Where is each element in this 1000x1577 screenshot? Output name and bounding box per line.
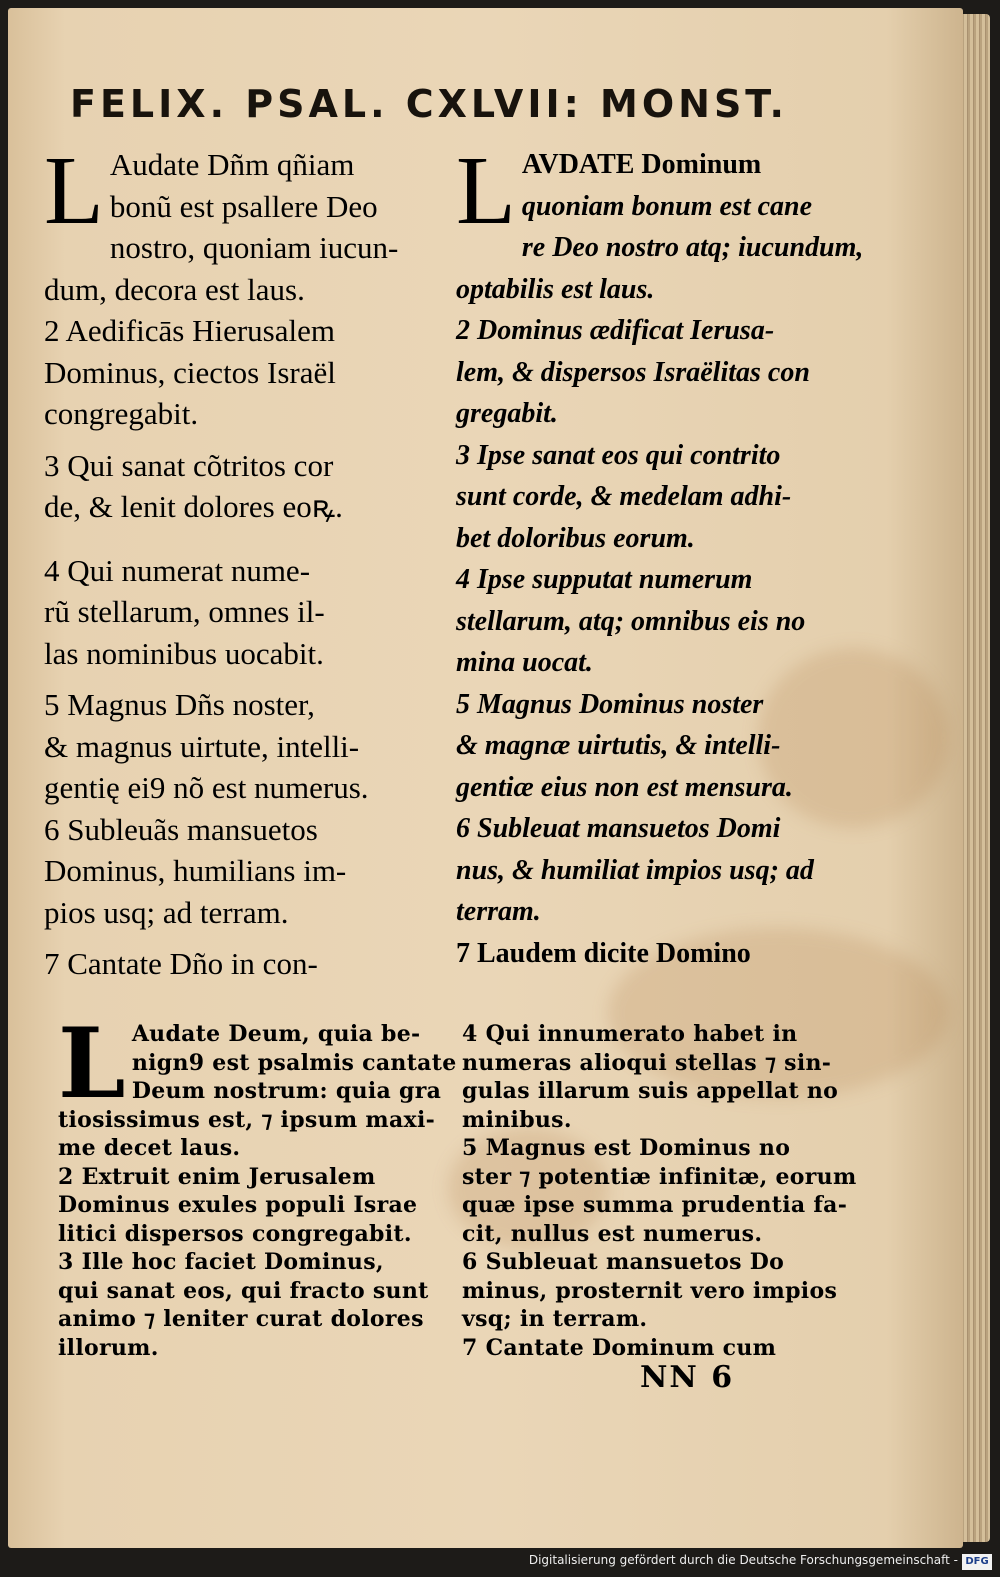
- text-line: 6 Subleuat mansuetos Do: [462, 1249, 785, 1275]
- left-column-roman-text: [44, 137, 439, 985]
- footer-credit: Digitalisierung gefördert durch die Deutsche Forschungsgemeinschaft -: [528, 1553, 958, 1567]
- text-line: nostro, quoniam iucun-: [109, 230, 399, 265]
- text-line: 2 Extruit enim Jerusalem: [58, 1163, 376, 1190]
- text-line: 7 Cantate Dominum cum: [462, 1334, 777, 1361]
- text-line: de, & lenit dolores eoꝶ.: [44, 489, 343, 524]
- text-line: vsq; in terram.: [462, 1306, 648, 1332]
- text-line: & magnus uirtute, intelli-: [44, 728, 360, 764]
- text-line: AVDATE Dominum: [521, 149, 762, 180]
- text-line: dum, decora est laus.: [44, 271, 305, 307]
- text-line: qui sanat eos, qui fracto sunt: [58, 1277, 429, 1304]
- signature-mark: NN 6: [640, 1360, 735, 1395]
- text-line: sunt corde, & medelam adhi-: [456, 481, 792, 512]
- text-line: Audate Dñm qñiam: [109, 147, 355, 182]
- text-line: Deum nostrum: quia gra: [131, 1078, 442, 1104]
- running-head: FELIX. PSAL. CXLVII: MONST.: [70, 82, 788, 126]
- text-line: gentiæ eius non est mensura.: [456, 771, 793, 803]
- text-line: 5 Magnus Dñs noster,: [44, 687, 315, 722]
- text-line: lem, & dispersos Israëlitas con: [456, 356, 810, 388]
- right-column-italic-text: [456, 137, 864, 974]
- text-line: minus, prosternit vero impios: [462, 1277, 838, 1304]
- text-line: bonũ est psallere Deo: [109, 188, 378, 224]
- text-line: & magnæ uirtutis, & intelli-: [456, 730, 781, 761]
- text-line: 5 Magnus Dominus noster: [456, 688, 764, 720]
- text-line: nign9 est psalmis cantate: [131, 1049, 457, 1076]
- text-line: 3 Qui sanat cõtritos cor: [44, 447, 334, 483]
- text-line: congregabit.: [44, 396, 199, 431]
- text-line: gentię ei9 nõ est numerus.: [44, 770, 369, 805]
- lower-left-blackletter-text: [58, 1007, 457, 1362]
- text-line: cit, nullus est numerus.: [462, 1220, 763, 1247]
- text-line: rũ stellarum, omnes il-: [44, 594, 325, 629]
- text-line: gregabit.: [456, 398, 558, 429]
- text-line: las nominibus uocabit.: [44, 635, 324, 671]
- text-line: quæ ipse summa prudentia fa-: [462, 1192, 848, 1218]
- text-line: minibus.: [462, 1106, 572, 1133]
- text-line: 3 Ipse sanat eos qui contrito: [456, 439, 781, 471]
- text-line: 7 Cantate Dño in con-: [44, 946, 318, 981]
- text-line: 4 Qui innumerato habet in: [462, 1021, 798, 1047]
- dfg-logo: DFG: [962, 1554, 992, 1570]
- text-line: 7 Laudem dicite Domino: [456, 937, 751, 969]
- text-line: Dominus, humilians im-: [44, 853, 347, 888]
- text-line: animo ⁊ leniter curat dolores: [58, 1306, 424, 1332]
- text-line: 5 Magnus est Dominus no: [462, 1135, 791, 1161]
- text-line: terram.: [456, 896, 541, 927]
- text-line: numeras alioqui stellas ⁊ sin-: [462, 1049, 832, 1076]
- text-line: mina uocat.: [456, 647, 593, 678]
- text-line: litici dispersos congregabit.: [58, 1220, 412, 1247]
- text-line: 6 Subleuat mansuetos Domi: [456, 813, 781, 844]
- text-line: Dominus, ciectos Israël: [44, 354, 336, 390]
- text-line: Audate Deum, quia be-: [131, 1021, 421, 1047]
- text-line: stellarum, atq; omnibus eis no: [456, 605, 806, 637]
- text-line: 6 Subleuãs mansuetos: [44, 811, 318, 847]
- dropcap-right: L: [456, 137, 516, 245]
- text-line: optabilis est laus.: [456, 273, 655, 305]
- text-line: 3 Ille hoc faciet Dominus,: [58, 1249, 384, 1275]
- text-line: tiosissimus est, ⁊ ipsum maxi-: [58, 1106, 436, 1133]
- dropcap-left: L: [44, 137, 104, 245]
- text-line: gulas illarum suis appellat no: [462, 1078, 839, 1104]
- text-line: pios usq; ad terram.: [44, 894, 289, 930]
- text-line: quoniam bonum est cane: [521, 190, 813, 222]
- lower-right-blackletter-text: [462, 1020, 857, 1362]
- text-line: 2 Dominus ædificat Ierusa-: [456, 315, 775, 346]
- page-fore-edge: [962, 14, 990, 1542]
- text-line: 4 Ipse supputat numerum: [456, 564, 753, 595]
- text-line: ster ⁊ potentiæ infinitæ, eorum: [462, 1163, 857, 1190]
- text-line: 2 Aedificās Hierusalem: [44, 313, 335, 348]
- dropcap-blackletter: L: [58, 1007, 126, 1120]
- text-line: 4 Qui numerat nume-: [44, 552, 311, 588]
- text-line: re Deo nostro atq; iucundum,: [521, 232, 864, 263]
- text-line: me decet laus.: [58, 1135, 241, 1161]
- text-line: illorum.: [58, 1334, 159, 1361]
- text-line: Dominus exules populi Israe: [58, 1192, 418, 1218]
- text-line: bet doloribus eorum.: [456, 522, 695, 554]
- text-line: nus, & humiliat impios usq; ad: [456, 854, 814, 886]
